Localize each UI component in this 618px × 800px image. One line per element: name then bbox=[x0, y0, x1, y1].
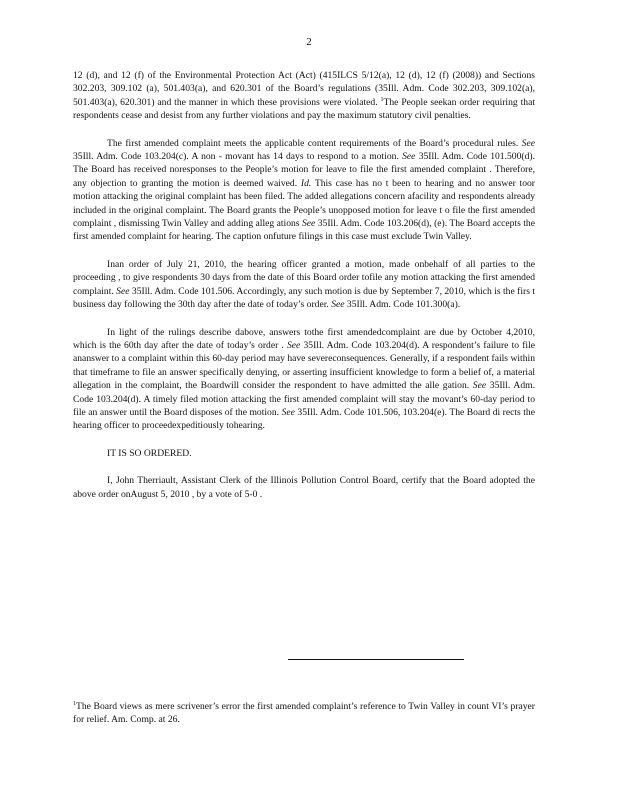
citation-signal: See bbox=[116, 285, 130, 297]
paragraph-answers-due bbox=[73, 326, 535, 433]
text-run: 35Ill. Adm. Code 103.206(d), (e). The Board accepts the first amended complaint for hearing. The caption onfuture filings in this case must exclude Twin Valley. bbox=[73, 218, 535, 243]
citation-signal: See bbox=[402, 151, 416, 163]
citation-signal: See bbox=[301, 218, 316, 230]
text-run: Inan order of July 21, 2010, the hearing officer granted a motion, made onbehalf of all parties to the proceeding , to give respondents 30 days from the date of this Board order tofile any motion attacking the first amended complaint. bbox=[73, 258, 535, 297]
text-run: 35Ill. Adm. Code 101.300(a). bbox=[346, 299, 461, 311]
text-run: 12 (d), and 12 (f) of the Environmental Protection Act (Act) (415ILCS 5/12(a), 12 (d), 12 (f) (2008)) and Sections 302.203, 309.102 (a), 501.403(a), and 620.301 of the Board’s regulations (35Ill. Adm. Code 302.203, 309.102(a), 501.403(a), 620.301) and the manner in which these provisions were violated. bbox=[73, 70, 535, 108]
citation-signal: See bbox=[521, 137, 535, 149]
clerk-certification: I, John Therriault, Assistant Clerk of the Illinois Pollution Control Board, certify that the Board adopted the above order onAugust 5, 2010 , by a vote of 5-0 . bbox=[73, 475, 535, 500]
citation-signal: See bbox=[472, 380, 487, 392]
text-run: 35Ill. Adm. Code 101.506, 103.204(e). The Board di rects the hearing officer to proceedexpeditiously tohearing. bbox=[73, 406, 535, 432]
text-run: 35Ill. Adm. Code 103.204(d). A respondent’s failure to file ananswer to a complaint within this 60-day period may have severeconsequences. Generally, if a respondent fails within that timeframe to file an answer specifically denying, or asserting insufficient knowledge to form a belief of, a material allegation in the complaint, the Boardwill consider the respondent to have admitted the alle gation. bbox=[73, 339, 535, 392]
footnote-text: The Board views as mere scrivener’s error the first amended complaint’s reference to Twin Valley in count VI’s prayer for relief. Am. Comp. at 26. bbox=[73, 701, 535, 726]
text-run: This case has no t been to hearing and no answer toor motion attacking the original complaint has been filed. The added allegations concern afacility and respondents already included in the original complaint. The Board grants the People’s unopposed motion for leave t o file the first amended complaint , dismissing Twin Valley and adding alleg ations bbox=[73, 177, 536, 230]
text-run: 35Ill. Adm. Code 103.204(c). A non - movant has 14 days to respond to a motion. bbox=[73, 151, 399, 163]
citation-signal: See bbox=[281, 406, 295, 418]
text-run: In light of the rulings describe dabove, answers tothe first amendedcomplaint are due by October 4,2010, which is the 60th day after the date of today’s order . bbox=[73, 326, 535, 351]
page-number: 2 bbox=[306, 36, 312, 48]
order-body bbox=[73, 69, 535, 515]
text-run: The People seekan order requiring that respondents cease and desist from any further violations and pay the maximum statutory civil penalties. bbox=[73, 96, 535, 122]
text-run: 35Ill. Adm. Code 101.500(d). The Board has received noresponses to the People’s motion for leave to file the first amended complaint . Therefore, any objection to granting the motion is deemed waived. bbox=[73, 151, 535, 189]
signature-line bbox=[288, 659, 464, 660]
citation-signal: See bbox=[287, 339, 301, 351]
so-ordered: IT IS SO ORDERED. bbox=[107, 447, 192, 459]
citation-signal: Id. bbox=[300, 177, 312, 189]
paragraph-violations bbox=[73, 69, 535, 123]
paragraph-amended-complaint bbox=[73, 137, 535, 244]
footnote-marker: 1 bbox=[380, 96, 384, 103]
text-run: The first amended complaint meets the applicable content requirements of the Board’s procedural rules. bbox=[107, 137, 519, 149]
text-run: 35Ill. Adm. Code 103.204(d). A timely filed motion attacking the first amended complaint will stay the movant’s 60-day period to file an answer until the Board disposes of the motion. bbox=[73, 380, 535, 418]
footnote-marker: 1 bbox=[73, 700, 76, 707]
text-run: 35Ill. Adm. Code 101.506. Accordingly, any such motion is due by September 7, 2010, which is the firs t business day following the 30th day after the date of today’s order. bbox=[73, 285, 535, 311]
footnote bbox=[73, 700, 535, 727]
citation-signal: See bbox=[331, 299, 345, 311]
paragraph-hearing-officer-order bbox=[73, 258, 535, 312]
